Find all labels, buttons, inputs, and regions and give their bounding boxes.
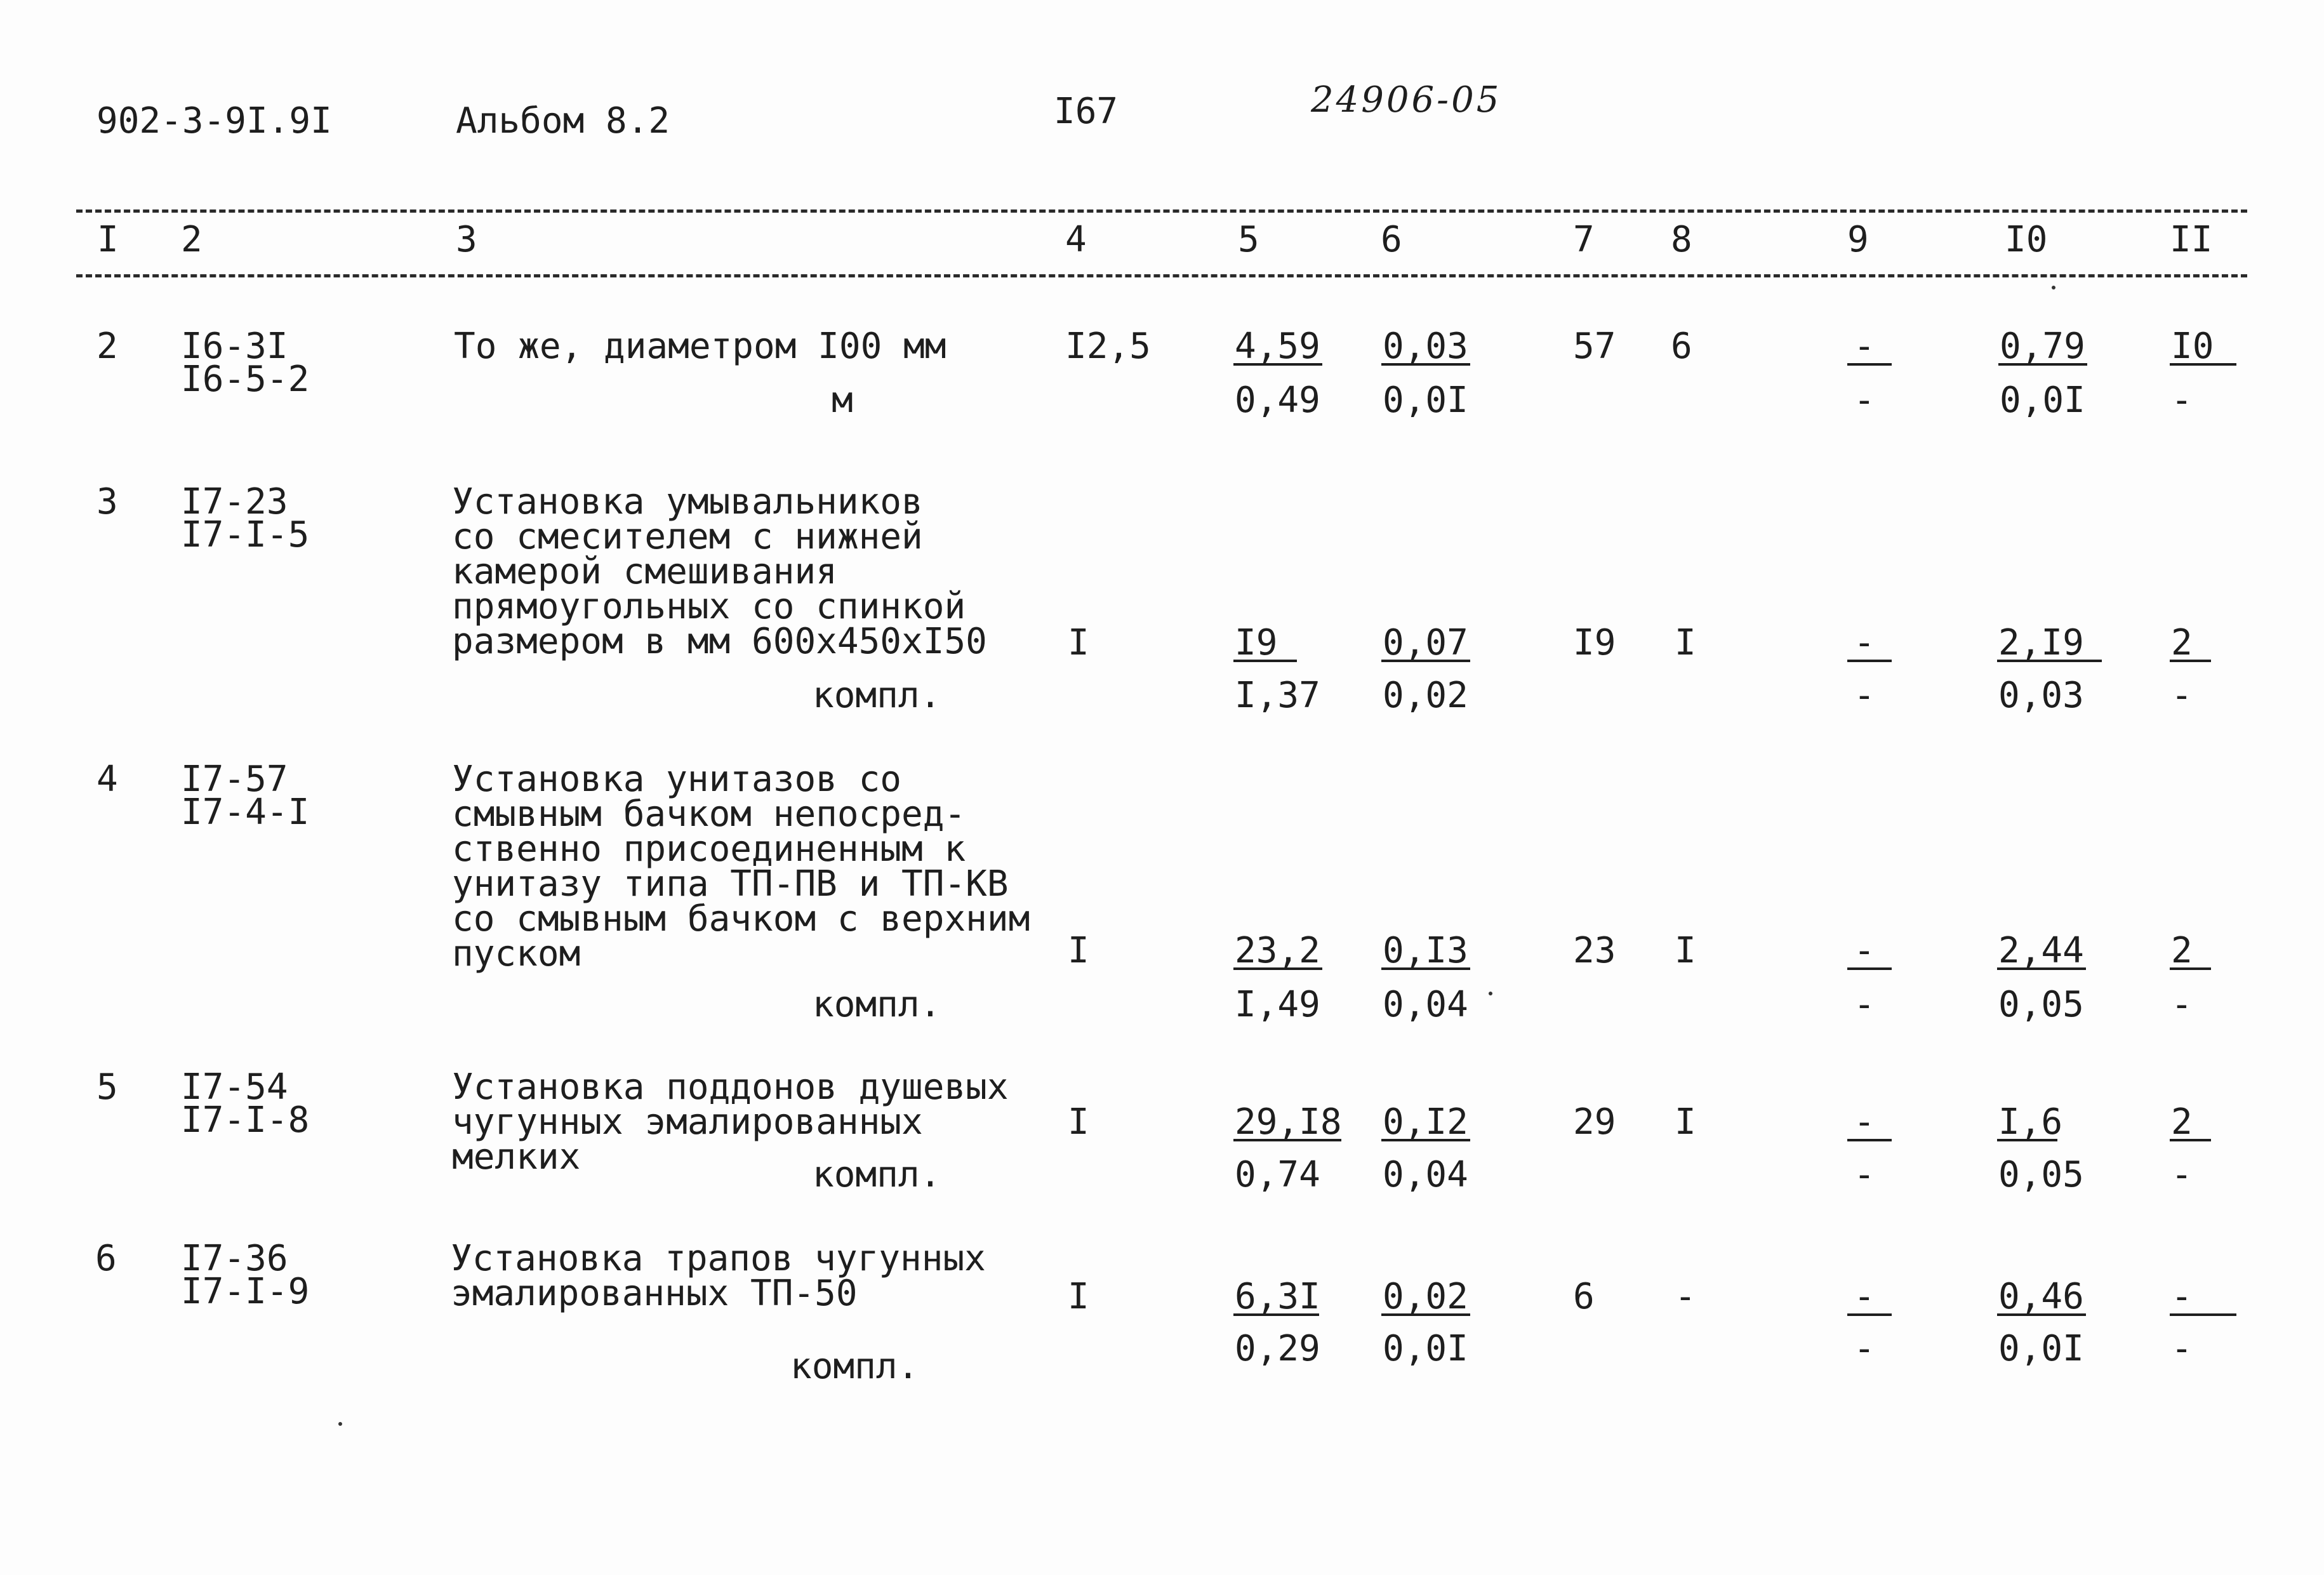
row-quantity: I [1068,930,1089,971]
col11-top: - [2171,1276,2193,1317]
col8-value: I [1675,1101,1696,1143]
col6-top: 0,07 [1383,622,1468,663]
col7-value: 23 [1573,930,1616,971]
column-header-9: 9 [1847,219,1869,260]
row-code-secondary: I7-I-5 [181,514,310,555]
col6-underline [1381,660,1470,662]
row-unit: м [832,380,853,421]
page-number: I67 [1054,91,1119,132]
cost-top: 23,2 [1235,930,1320,971]
col11-bottom: - [2171,675,2193,716]
row-code-secondary: I7-I-8 [181,1100,310,1141]
col11-underline [2170,967,2211,970]
col9-bottom: - [1854,984,1875,1025]
row-code-primary: I6-3I [181,326,288,367]
col9-bottom: - [1854,1154,1875,1195]
col6-underline [1381,1139,1470,1141]
col10-top: I,6 [1998,1101,2063,1143]
column-header-6: 6 [1381,219,1402,260]
row-number: 3 [96,481,118,522]
cost-underline [1233,1313,1319,1316]
col11-underline [2170,1139,2211,1141]
col6-bottom: 0,04 [1383,984,1468,1025]
column-header-3: 3 [456,219,477,260]
col10-bottom: 0,0I [1998,1328,2084,1369]
col10-underline [1998,363,2087,366]
col10-underline [1997,1313,2086,1316]
header-top-rule [76,209,2247,213]
col9-underline [1847,967,1892,970]
cost-bottom: 0,29 [1235,1328,1320,1369]
handwritten-number: 24906-05 [1311,79,1502,121]
row-code-primary: I7-23 [181,481,288,522]
col7-value: 6 [1573,1276,1595,1317]
col10-bottom: 0,05 [1998,1154,2084,1195]
col7-value: 29 [1573,1101,1616,1143]
row-number: 5 [96,1067,118,1108]
col6-top: 0,I2 [1383,1101,1468,1143]
col8-value: I [1675,622,1696,663]
col11-top: 2 [2171,1101,2193,1143]
col10-bottom: 0,03 [1998,675,2084,716]
document-code: 902-3-9I.9I [96,100,332,142]
col10-bottom: 0,0I [2000,380,2085,421]
row-quantity: I [1068,1276,1089,1317]
row-unit: компл. [813,1154,941,1195]
scan-speck [2052,286,2055,289]
col11-top: 2 [2171,622,2193,663]
column-header-2: 2 [181,219,203,260]
row-unit: компл. [813,675,941,716]
col9-underline [1847,1313,1892,1316]
row-unit: компл. [813,984,941,1025]
col10-top: 2,44 [1998,930,2084,971]
col6-underline [1381,363,1470,366]
row-description: Установка трапов чугунных эмалированных ТП-50 [451,1238,986,1314]
row-unit: компл. [790,1346,919,1387]
col9-underline [1847,660,1892,662]
column-header-5: 5 [1238,219,1259,260]
cost-bottom: 0,74 [1235,1154,1320,1195]
col6-bottom: 0,02 [1383,675,1468,716]
col10-top: 0,46 [1998,1276,2084,1317]
col11-top: 2 [2171,930,2193,971]
column-header-8: 8 [1671,219,1692,260]
col11-top: I0 [2171,326,2214,367]
scan-speck [1489,992,1492,995]
col7-value: I9 [1573,622,1616,663]
cost-underline [1233,363,1322,366]
cost-bottom: I,37 [1235,675,1320,716]
row-description: Установка унитазов со смывным бачком непосред- ственно присоединенным к унитазу типа ТП-ПВ и ТП-КВ со смывным бачком с верхним пуском [452,759,1030,974]
col10-underline [1997,660,2102,662]
col9-underline [1847,363,1892,366]
column-header-10: I0 [2005,219,2048,260]
col10-underline [1997,967,2086,970]
cost-top: 4,59 [1235,326,1320,367]
col10-bottom: 0,05 [1998,984,2084,1025]
column-header-7: 7 [1573,219,1595,260]
cost-top: 29,I8 [1235,1101,1342,1143]
row-code-secondary: I6-5-2 [181,359,310,400]
row-number: 4 [96,759,118,800]
album-label: Альбом 8.2 [456,100,670,142]
col6-top: 0,I3 [1383,930,1468,971]
row-quantity: I [1068,1101,1089,1143]
col9-underline [1847,1139,1892,1141]
col9-bottom: - [1854,675,1875,716]
col11-underline [2170,660,2211,662]
col11-bottom: - [2171,1328,2193,1369]
col8-value: I [1675,930,1696,971]
col9-top: - [1854,1276,1875,1317]
row-description: Установка поддонов душевых чугунных эмалированных мелких [452,1067,1009,1178]
col6-underline [1381,967,1470,970]
cost-top: I9 [1235,622,1278,663]
cost-bottom: 0,49 [1235,380,1320,421]
col6-top: 0,02 [1383,1276,1468,1317]
column-header-1: I [97,219,119,260]
col11-bottom: - [2171,380,2193,421]
col9-bottom: - [1854,1328,1875,1369]
row-code-primary: I7-57 [181,759,288,800]
cost-top: 6,3I [1235,1276,1320,1317]
col8-value: 6 [1671,326,1692,367]
col11-bottom: - [2171,1154,2193,1195]
col11-bottom: - [2171,984,2193,1025]
col11-underline [2170,1313,2236,1316]
row-code-secondary: I7-4-I [181,792,310,833]
row-description: То же, диаметром I00 мм [454,326,946,367]
col6-top: 0,03 [1383,326,1468,367]
row-quantity: I2,5 [1065,326,1151,367]
cost-underline [1233,967,1322,970]
col6-bottom: 0,0I [1383,380,1468,421]
col9-top: - [1854,1101,1875,1143]
col7-value: 57 [1573,326,1616,367]
row-description: Установка умывальников со смесителем с нижней камерой смешивания прямоугольных со спинкой размером в мм 600х450хI50 [452,481,987,662]
row-number: 6 [95,1238,117,1279]
col9-bottom: - [1854,380,1875,421]
scan-speck [338,1422,342,1426]
row-code-primary: I7-36 [181,1238,288,1279]
col9-top: - [1854,930,1875,971]
row-code-secondary: I7-I-9 [181,1271,310,1312]
col8-value: - [1675,1276,1696,1317]
cost-underline [1233,1139,1341,1141]
column-header-11: II [2170,219,2213,260]
row-number: 2 [96,326,118,367]
col6-bottom: 0,0I [1383,1328,1468,1369]
cost-bottom: I,49 [1235,984,1320,1025]
cost-underline [1233,660,1297,662]
row-code-primary: I7-54 [181,1067,288,1108]
row-quantity: I [1068,622,1089,663]
col9-top: - [1854,622,1875,663]
column-header-4: 4 [1065,219,1087,260]
col6-bottom: 0,04 [1383,1154,1468,1195]
header-bottom-rule [76,274,2247,277]
col9-top: - [1854,326,1875,367]
col10-top: 2,I9 [1998,622,2084,663]
col10-top: 0,79 [2000,326,2085,367]
col11-underline [2170,363,2236,366]
col10-underline [1997,1139,2057,1141]
col6-underline [1381,1313,1470,1316]
